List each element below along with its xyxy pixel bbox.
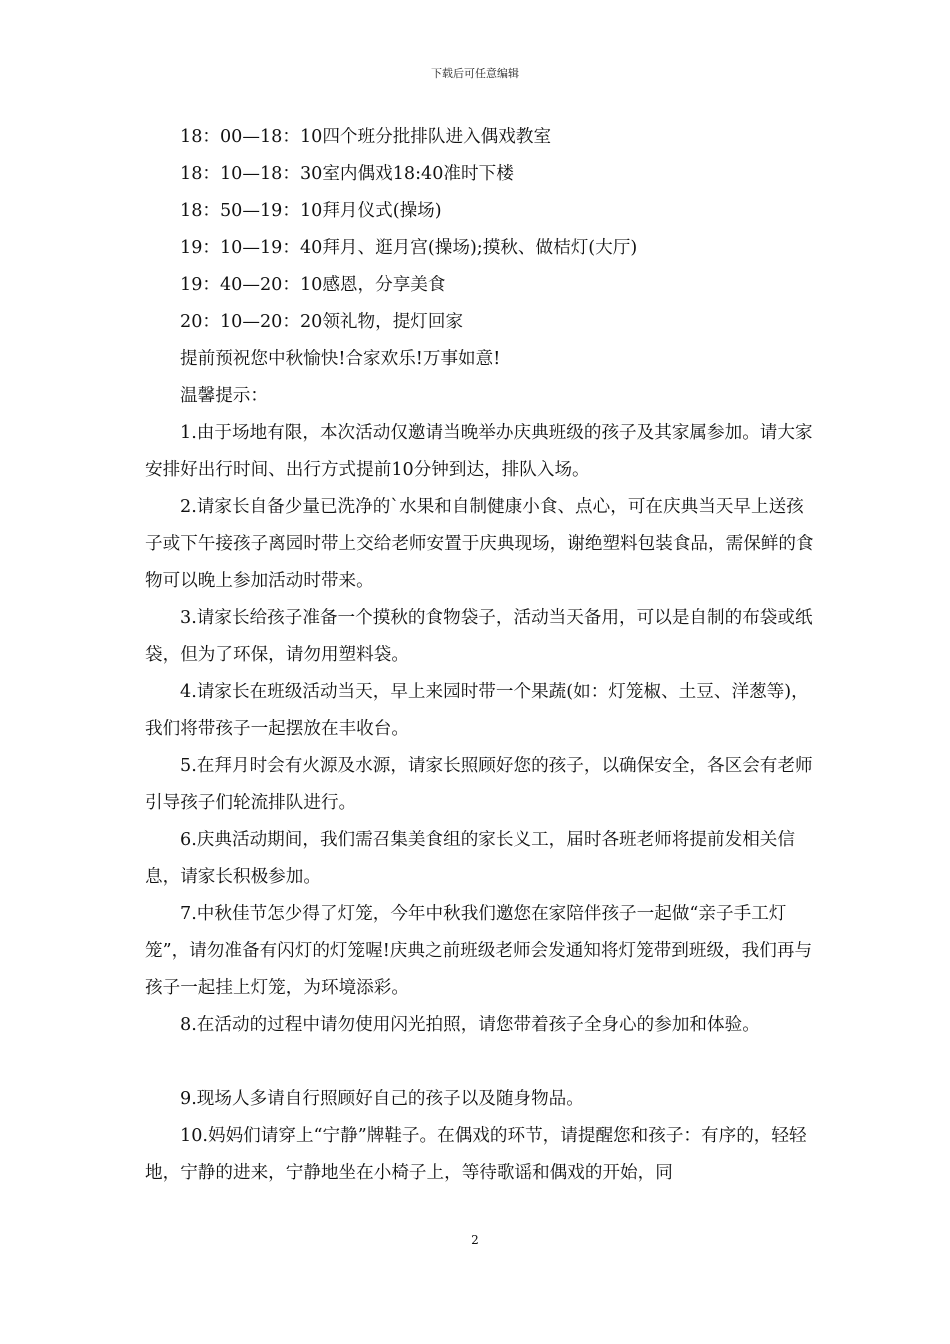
tip-item: 4.请家长在班级活动当天，早上来园时带一个果蔬(如：灯笼椒、土豆、洋葱等)，我们将带孩子一起摆放在丰收台。	[145, 682, 809, 739]
schedule-item: 18：00—18：10四个班分批排队进入偶戏教室	[180, 127, 552, 147]
greeting-line: 提前预祝您中秋愉快!合家欢乐!万事如意!	[180, 349, 501, 369]
tip-item: 6.庆典活动期间，我们需召集美食组的家长义工，届时各班老师将提前发相关信息，请家长积极参加。	[145, 830, 795, 887]
tip-item: 3.请家长给孩子准备一个摸秋的食物袋子，活动当天备用，可以是自制的布袋或纸袋，但为了环保，请勿用塑料袋。	[145, 608, 813, 665]
schedule-item: 20：10—20：20领礼物，提灯回家	[180, 312, 464, 332]
tip-item: 10.妈妈们请穿上“宁静”牌鞋子。在偶戏的环节，请提醒您和孩子：有序的，轻轻地，宁静的进来，宁静地坐在小椅子上，等待歌谣和偶戏的开始，同	[145, 1126, 807, 1183]
schedule-item: 18：50—19：10拜月仪式(操场)	[180, 201, 442, 221]
tip-item: 1.由于场地有限，本次活动仅邀请当晚举办庆典班级的孩子及其家属参加。请大家安排好出行时间、出行方式提前10分钟到达，排队入场。	[145, 423, 813, 480]
tip-item: 7.中秋佳节怎少得了灯笼，今年中秋我们邀您在家陪伴孩子一起做“亲子手工灯笼”，请勿准备有闪灯的灯笼喔!庆典之前班级老师会发通知将灯笼带到班级，我们再与孩子一起挂上灯笼，为环境添彩。	[145, 904, 813, 998]
schedule-item: 18：10—18：30室内偶戏18:40准时下楼	[180, 164, 514, 184]
document-body	[145, 119, 817, 1192]
tip-item: 8.在活动的过程中请勿使用闪光拍照，请您带着孩子全身心的参加和体验。	[180, 1015, 760, 1035]
page-header: 下载后可任意编辑	[431, 67, 519, 80]
tip-item: 5.在拜月时会有火源及水源，请家长照顾好您的孩子，以确保安全，各区会有老师引导孩子们轮流排队进行。	[145, 756, 813, 813]
tip-item: 9.现场人多请自行照顾好自己的孩子以及随身物品。	[180, 1089, 584, 1109]
schedule-item: 19：10—19：40拜月、逛月宫(操场);摸秋、做桔灯(大厅)	[180, 238, 638, 258]
schedule-item: 19：40—20：10感恩，分享美食	[180, 275, 446, 295]
page-number: 2	[471, 1233, 479, 1247]
tips-title: 温馨提示：	[180, 386, 268, 406]
tip-item: 2.请家长自备少量已洗净的`水果和自制健康小食、点心，可在庆典当天早上送孩子或下午接孩子离园时带上交给老师安置于庆典现场，谢绝塑料包装食品，需保鲜的食物可以晚上参加活动时带来。	[145, 497, 814, 591]
